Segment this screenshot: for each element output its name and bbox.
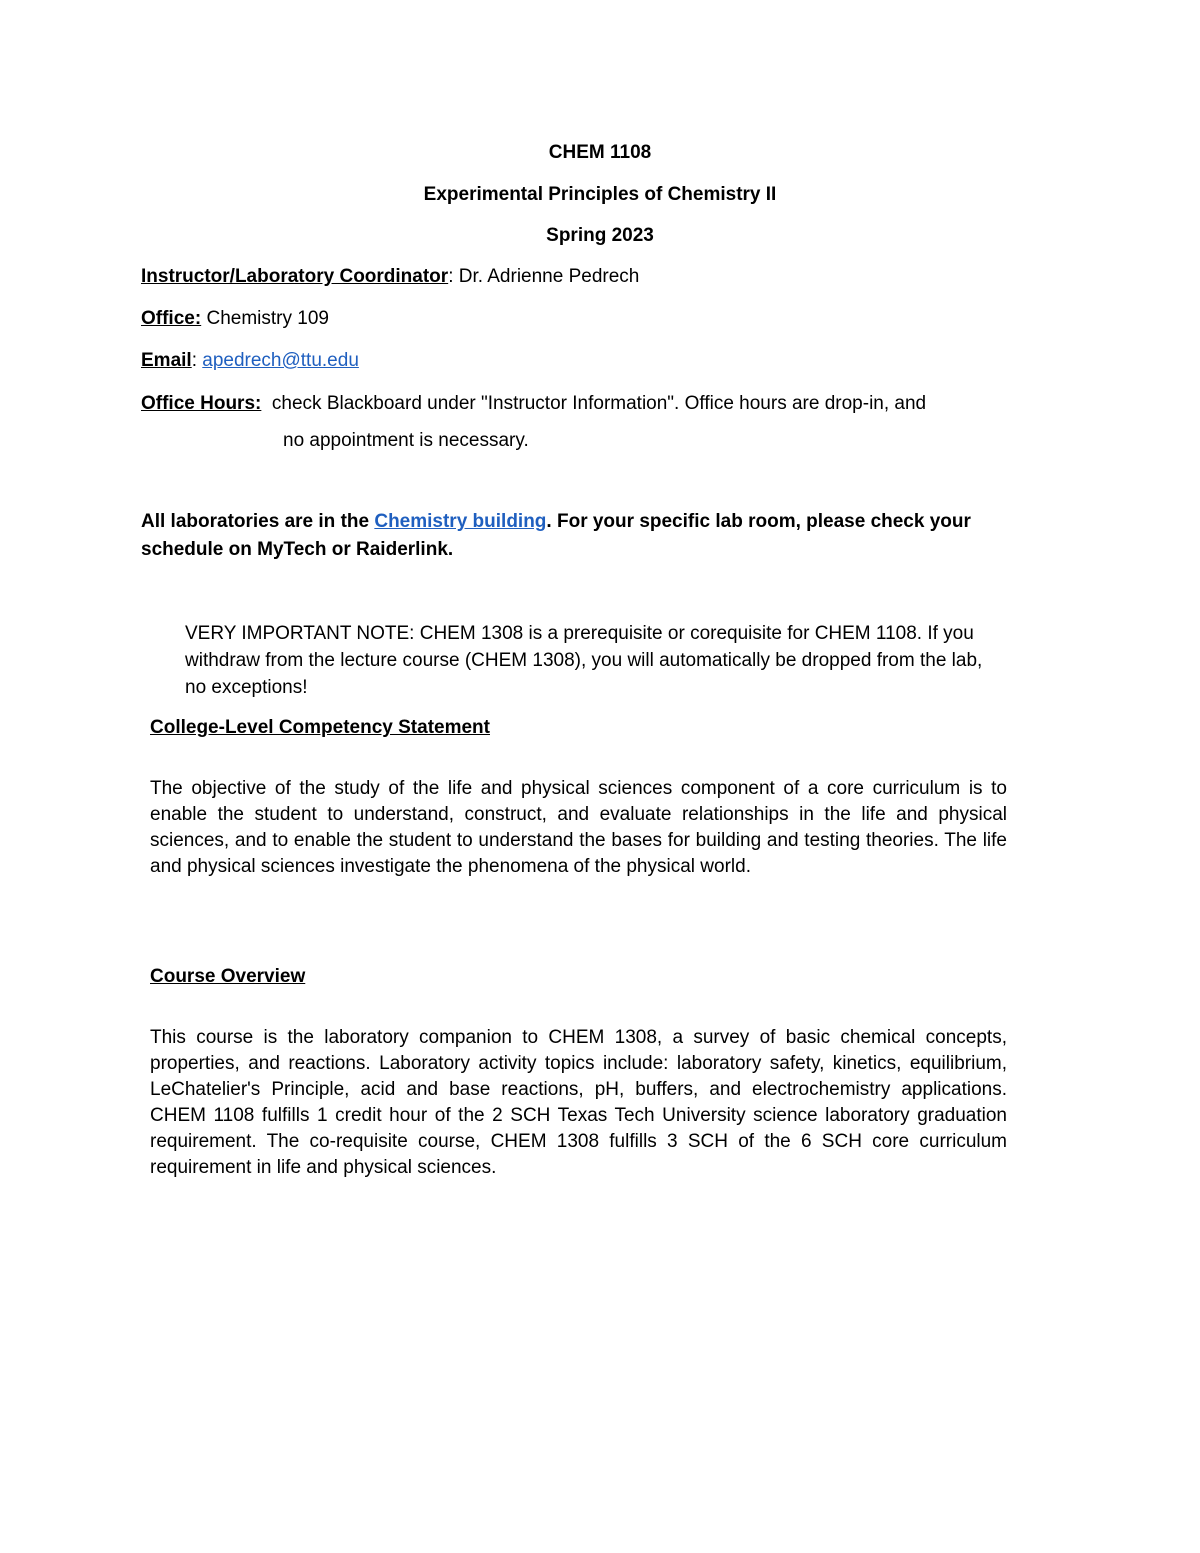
term: Spring 2023 (546, 225, 654, 246)
office-hours-label: Office Hours: (141, 393, 262, 414)
competency-heading: College-Level Competency Statement (150, 717, 490, 738)
office-hours-continuation: no appointment is necessary. (283, 430, 529, 451)
email-sep: : (191, 350, 203, 371)
office-hours-line (141, 393, 926, 415)
competency-body: The objective of the study of the life and physical sciences component of a core curriculum is to enable the student to understand, construct, and evaluate relationships in the life and physical sciences, and to enable the student to understand the bases for building and testing theories. The life and physical sciences investigate the phenomena of the physical world. (150, 778, 1007, 877)
office-hours-value: check Blackboard under "Instructor Information". Office hours are drop-in, and (261, 393, 927, 414)
instructor-sep: : (448, 266, 459, 287)
email-line (141, 350, 359, 372)
important-note: VERY IMPORTANT NOTE: CHEM 1308 is a prerequisite or corequisite for CHEM 1108. If you withdraw from the lecture course (CHEM 1308), you will automatically be dropped from the lab, no exceptions! (185, 623, 983, 698)
email-link[interactable]: apedrech@ttu.edu (202, 350, 359, 371)
office-line (141, 308, 329, 330)
email-label: Email (141, 350, 192, 371)
chemistry-building-link[interactable]: Chemistry building (374, 511, 547, 532)
instructor-label: Instructor/Laboratory Coordinator (141, 266, 449, 287)
labs-prefix: All laboratories are in the (141, 511, 375, 532)
office-label: Office: (141, 308, 202, 329)
course-code: CHEM 1108 (548, 142, 652, 163)
labs-statement (141, 508, 1041, 564)
course-title: Experimental Principles of Chemistry II (423, 184, 777, 205)
overview-body: This course is the laboratory companion to CHEM 1308, a survey of basic chemical concepts, properties, and reactions. Laboratory activity topics include: laboratory safety, kinetics, equilibrium, LeChatelier's Principle, acid and base reactions, pH, buffers, and electrochemistry applications. CHEM 1108 fulfills 1 credit hour of the 2 SCH Texas Tech University science laboratory graduation requirement. The co-requisite course, CHEM 1308 fulfills 3 SCH of the 6 SCH core curriculum requirement in life and physical sciences. (150, 1027, 1007, 1178)
office-value: Chemistry 109 (201, 308, 329, 329)
overview-heading: Course Overview (150, 966, 306, 987)
labs-suffix: . For your specific lab room, please check your schedule on MyTech or Raiderlink. (141, 511, 971, 560)
instructor-line (141, 266, 639, 288)
instructor-value: Dr. Adrienne Pedrech (458, 266, 640, 287)
